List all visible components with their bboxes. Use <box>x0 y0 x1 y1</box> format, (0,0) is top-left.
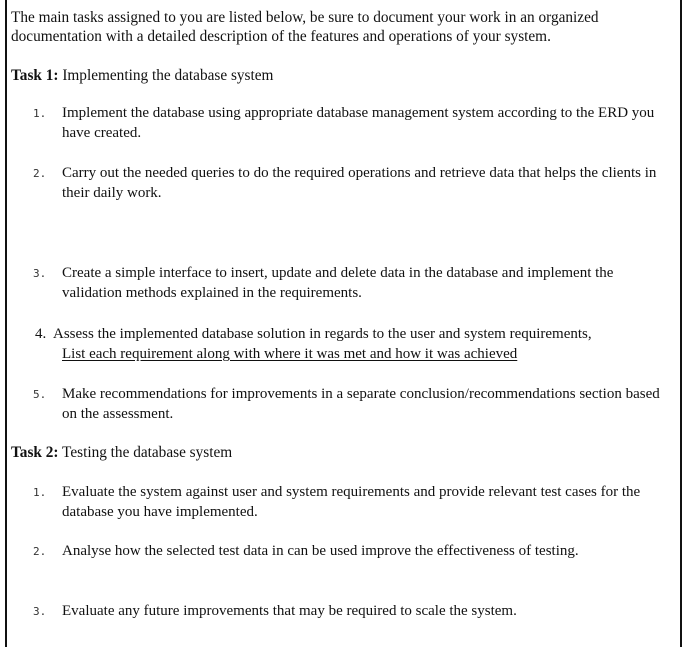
task1-heading <box>11 66 273 85</box>
list-number: 2. <box>33 545 47 558</box>
task1-item-5 <box>33 384 673 424</box>
task1-item-1 <box>33 103 673 143</box>
task2-label: Task 2: <box>11 444 59 461</box>
list-number: 2. <box>33 167 47 180</box>
list-number: 1. <box>33 107 47 120</box>
list-number: 3. <box>33 267 47 280</box>
list-item-text: Analyse how the selected test data in can be used improve the effectiveness of testing. <box>62 543 579 559</box>
task2-item-1 <box>33 482 673 522</box>
list-item-text: Carry out the needed queries to do the required operations and retrieve data that helps the clients in their daily work. <box>62 165 657 201</box>
list-item-text: Evaluate the system against user and system requirements and provide relevant test cases for the database you have implemented. <box>62 484 641 520</box>
list-number: 3. <box>33 605 47 618</box>
list-number: 1. <box>33 486 47 499</box>
item-4-text: Assess the implemented database solution in regards to the user and system requirements, <box>53 326 592 342</box>
task1-item-3 <box>33 263 673 303</box>
list-item-text: Evaluate any future improvements that may be required to scale the system. <box>62 603 517 619</box>
task1-item-2 <box>33 163 673 203</box>
task1-label: Task 1: <box>11 67 59 84</box>
task2-item-2 <box>33 541 673 561</box>
task2-item-3 <box>33 601 673 621</box>
list-item-text: Implement the database using appropriate database management system according to the ERD you have created. <box>62 105 655 141</box>
task1-title: Implementing the database system <box>62 67 274 84</box>
item-4-underlined-text: List each requirement along with where it was met and how it was achieved <box>62 346 518 362</box>
intro-paragraph: The main tasks assigned to you are listed below, be sure to document your work in an organized documentation with a detailed description of the features and operations of your system. <box>11 9 599 45</box>
list-number: 5. <box>33 388 47 401</box>
list-item-text: Create a simple interface to insert, update and delete data in the database and implement the validation methods explained in the requirements. <box>62 265 614 301</box>
list-item-text: Make recommendations for improvements in a separate conclusion/recommendations section based on the assessment. <box>62 386 660 422</box>
list-number: 4. <box>35 326 47 342</box>
task2-title: Testing the database system <box>62 444 233 461</box>
task1-item-4 <box>33 324 673 364</box>
task2-heading <box>11 443 232 462</box>
list-item-text <box>53 324 673 364</box>
